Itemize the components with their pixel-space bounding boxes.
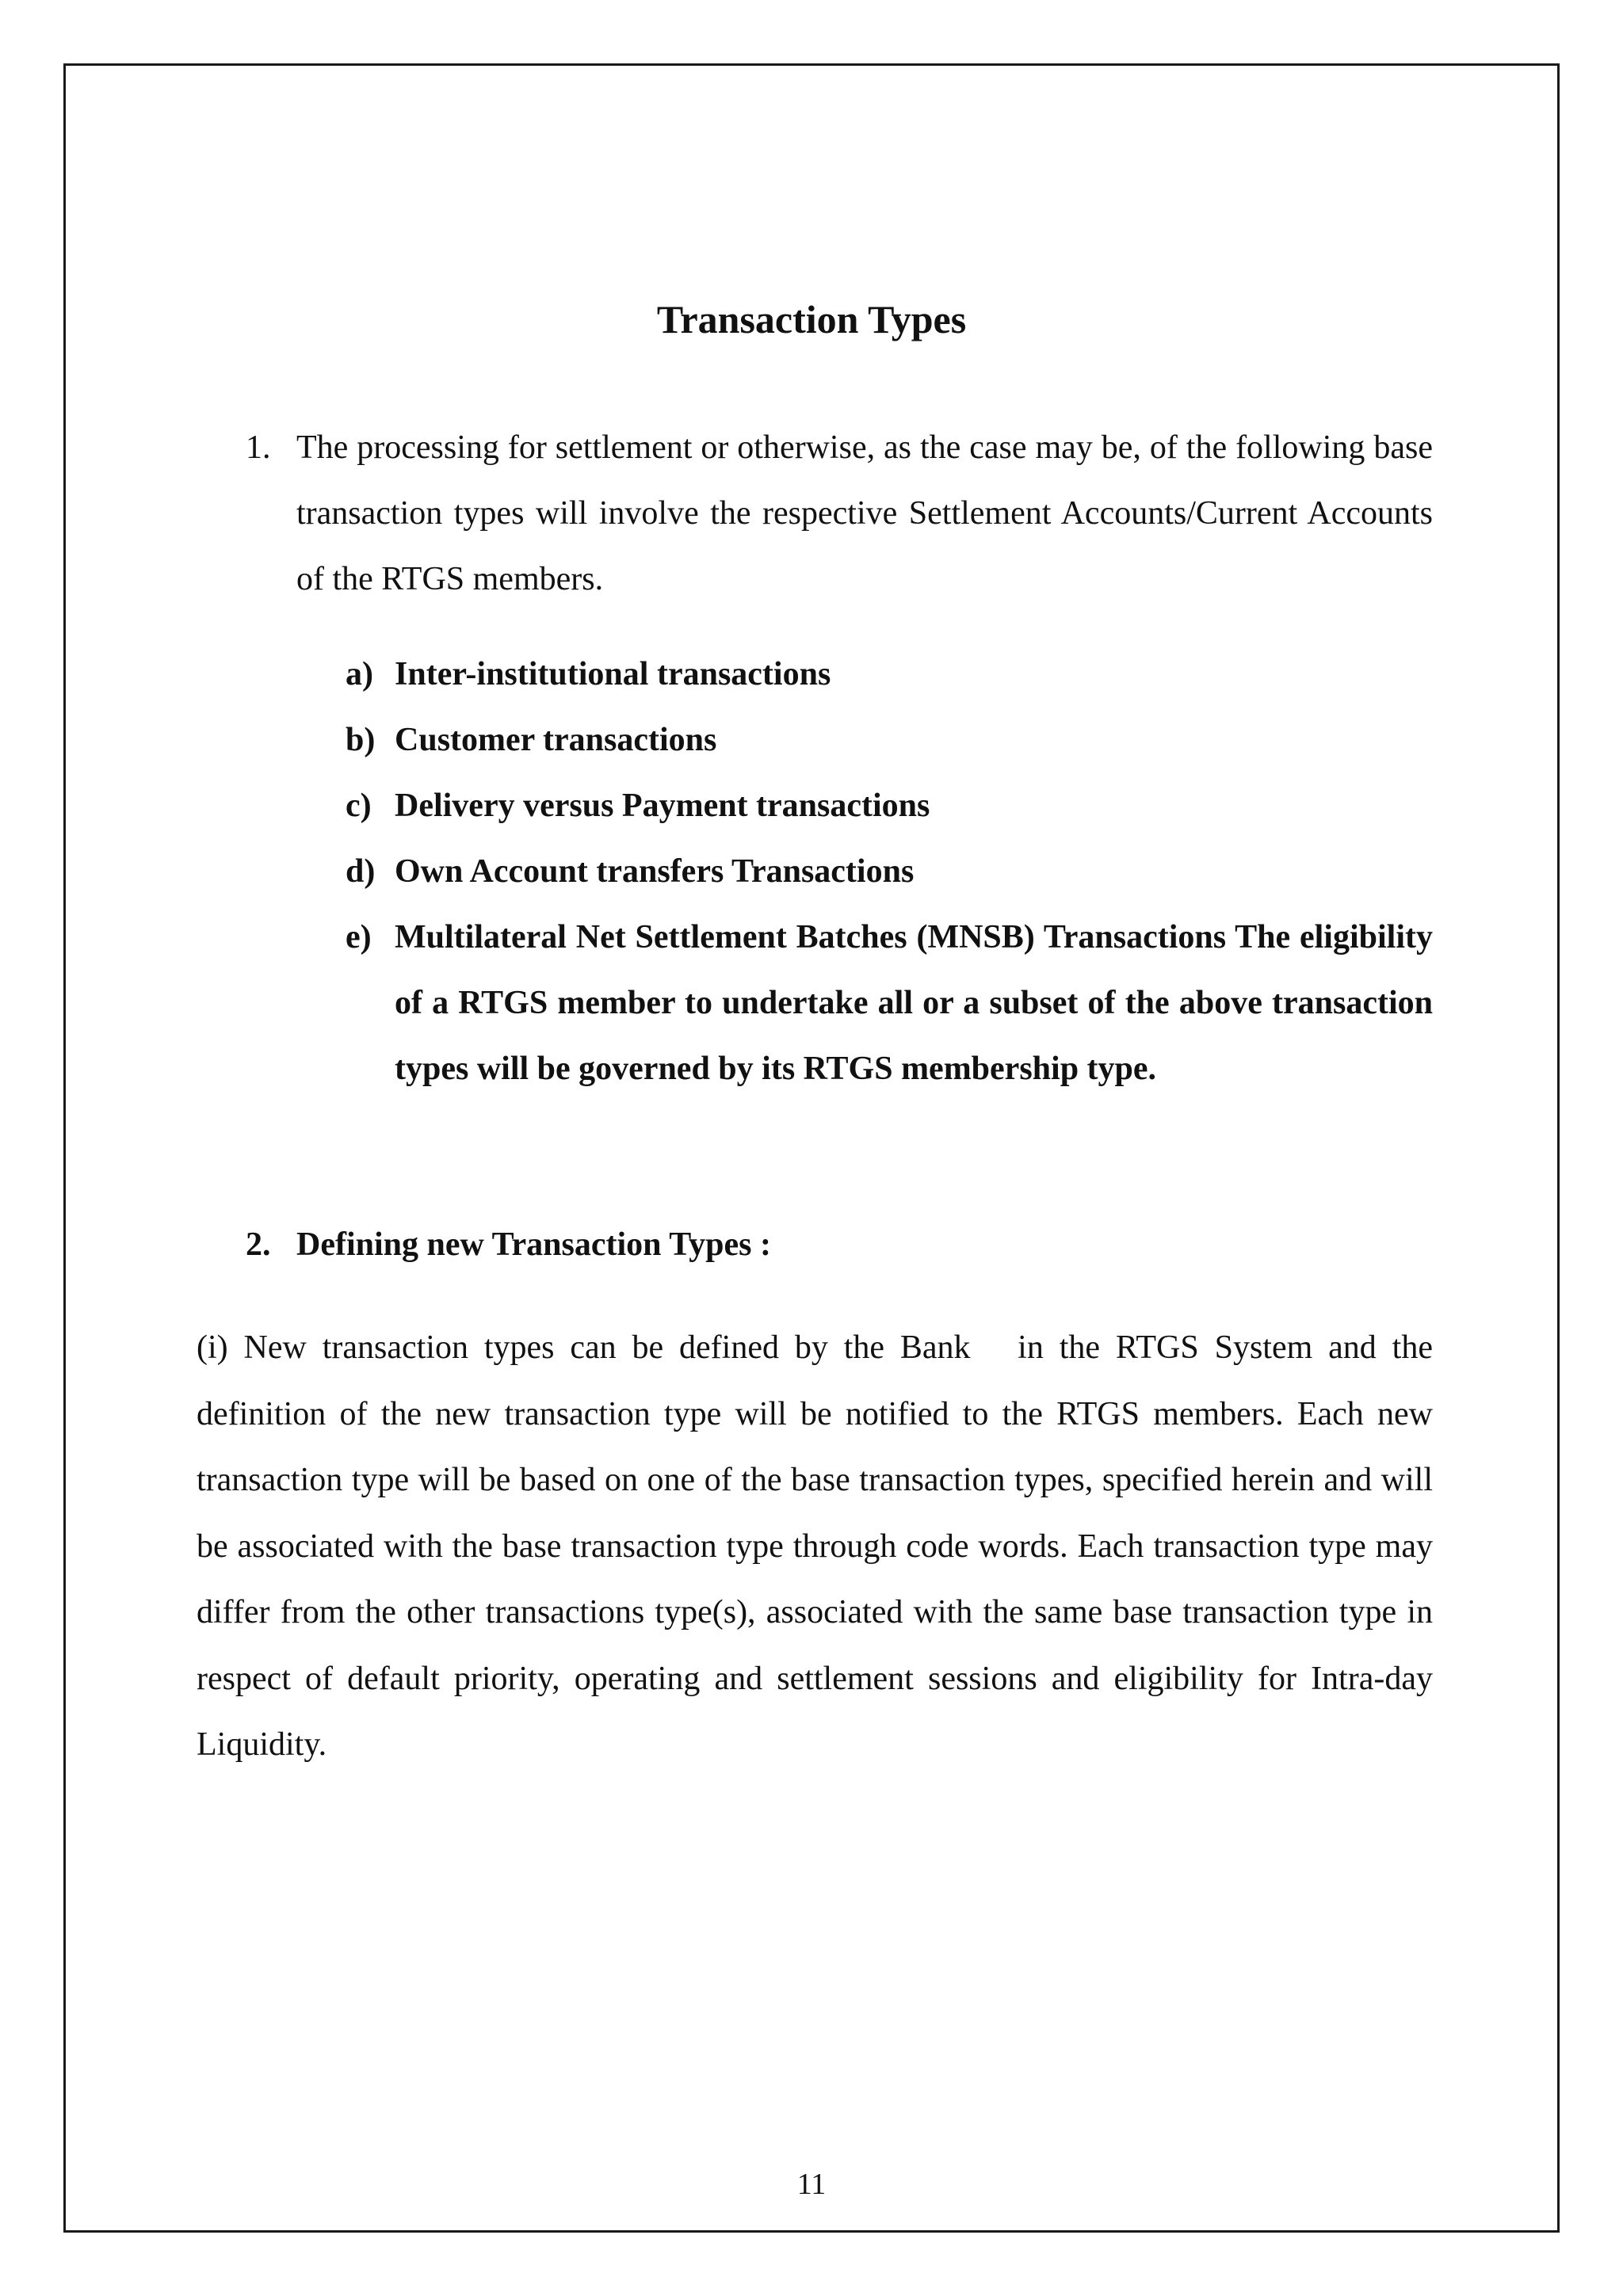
item-number: 1. xyxy=(246,429,271,466)
list-item xyxy=(346,773,1433,839)
item-number: 2. xyxy=(246,1226,271,1263)
page-border xyxy=(63,63,1560,2233)
list-item xyxy=(346,839,1433,905)
list-item-letter: b) xyxy=(346,722,376,758)
section-heading: Defining new Transaction Types : xyxy=(296,1226,771,1263)
list-item-text: Multilateral Net Settlement Batches (MNSB) Transactions The eligibility of a RTGS member to undertake all or a subset of the above transaction types will be governed by its RTGS membership type. xyxy=(395,919,1433,1087)
list-item-text: Customer transactions xyxy=(395,722,717,758)
list-item xyxy=(346,905,1433,1102)
numbered-item-2 xyxy=(246,1212,1433,1278)
list-item-letter: e) xyxy=(346,919,372,955)
item-text: The processing for settlement or otherwise, as the case may be, of the following base transaction types will involve the respective Settlement Accounts/Current Accounts of the RTGS members. xyxy=(296,429,1433,597)
list-item-text: Own Account transfers Transactions xyxy=(395,853,915,890)
numbered-item-1 xyxy=(246,415,1433,612)
list-item xyxy=(346,707,1433,773)
list-item-text: Delivery versus Payment transactions xyxy=(395,788,930,824)
body-paragraph: (i) New transaction types can be defined by the Bank in the RTGS System and the definition of the new transaction type will be notified to the RTGS members. Each new transaction type will be based on one of the base transaction types, specified herein and will be associated with the base transaction type through code words. Each transaction type may differ from the other transactions type(s), associated with the same base transaction type in respect of default priority, operating and settlement sessions and eligibility for Intra-day Liquidity. xyxy=(197,1329,1442,1763)
page-title: Transaction Types xyxy=(656,297,967,341)
list-item-letter: d) xyxy=(346,853,376,890)
page-number: 11 xyxy=(796,2168,827,2201)
list-item-letter: c) xyxy=(346,788,372,824)
transaction-types-list xyxy=(346,642,1433,1102)
list-item-text: Inter-institutional transactions xyxy=(395,656,831,692)
list-item xyxy=(346,642,1433,707)
list-item-letter: a) xyxy=(346,656,373,692)
